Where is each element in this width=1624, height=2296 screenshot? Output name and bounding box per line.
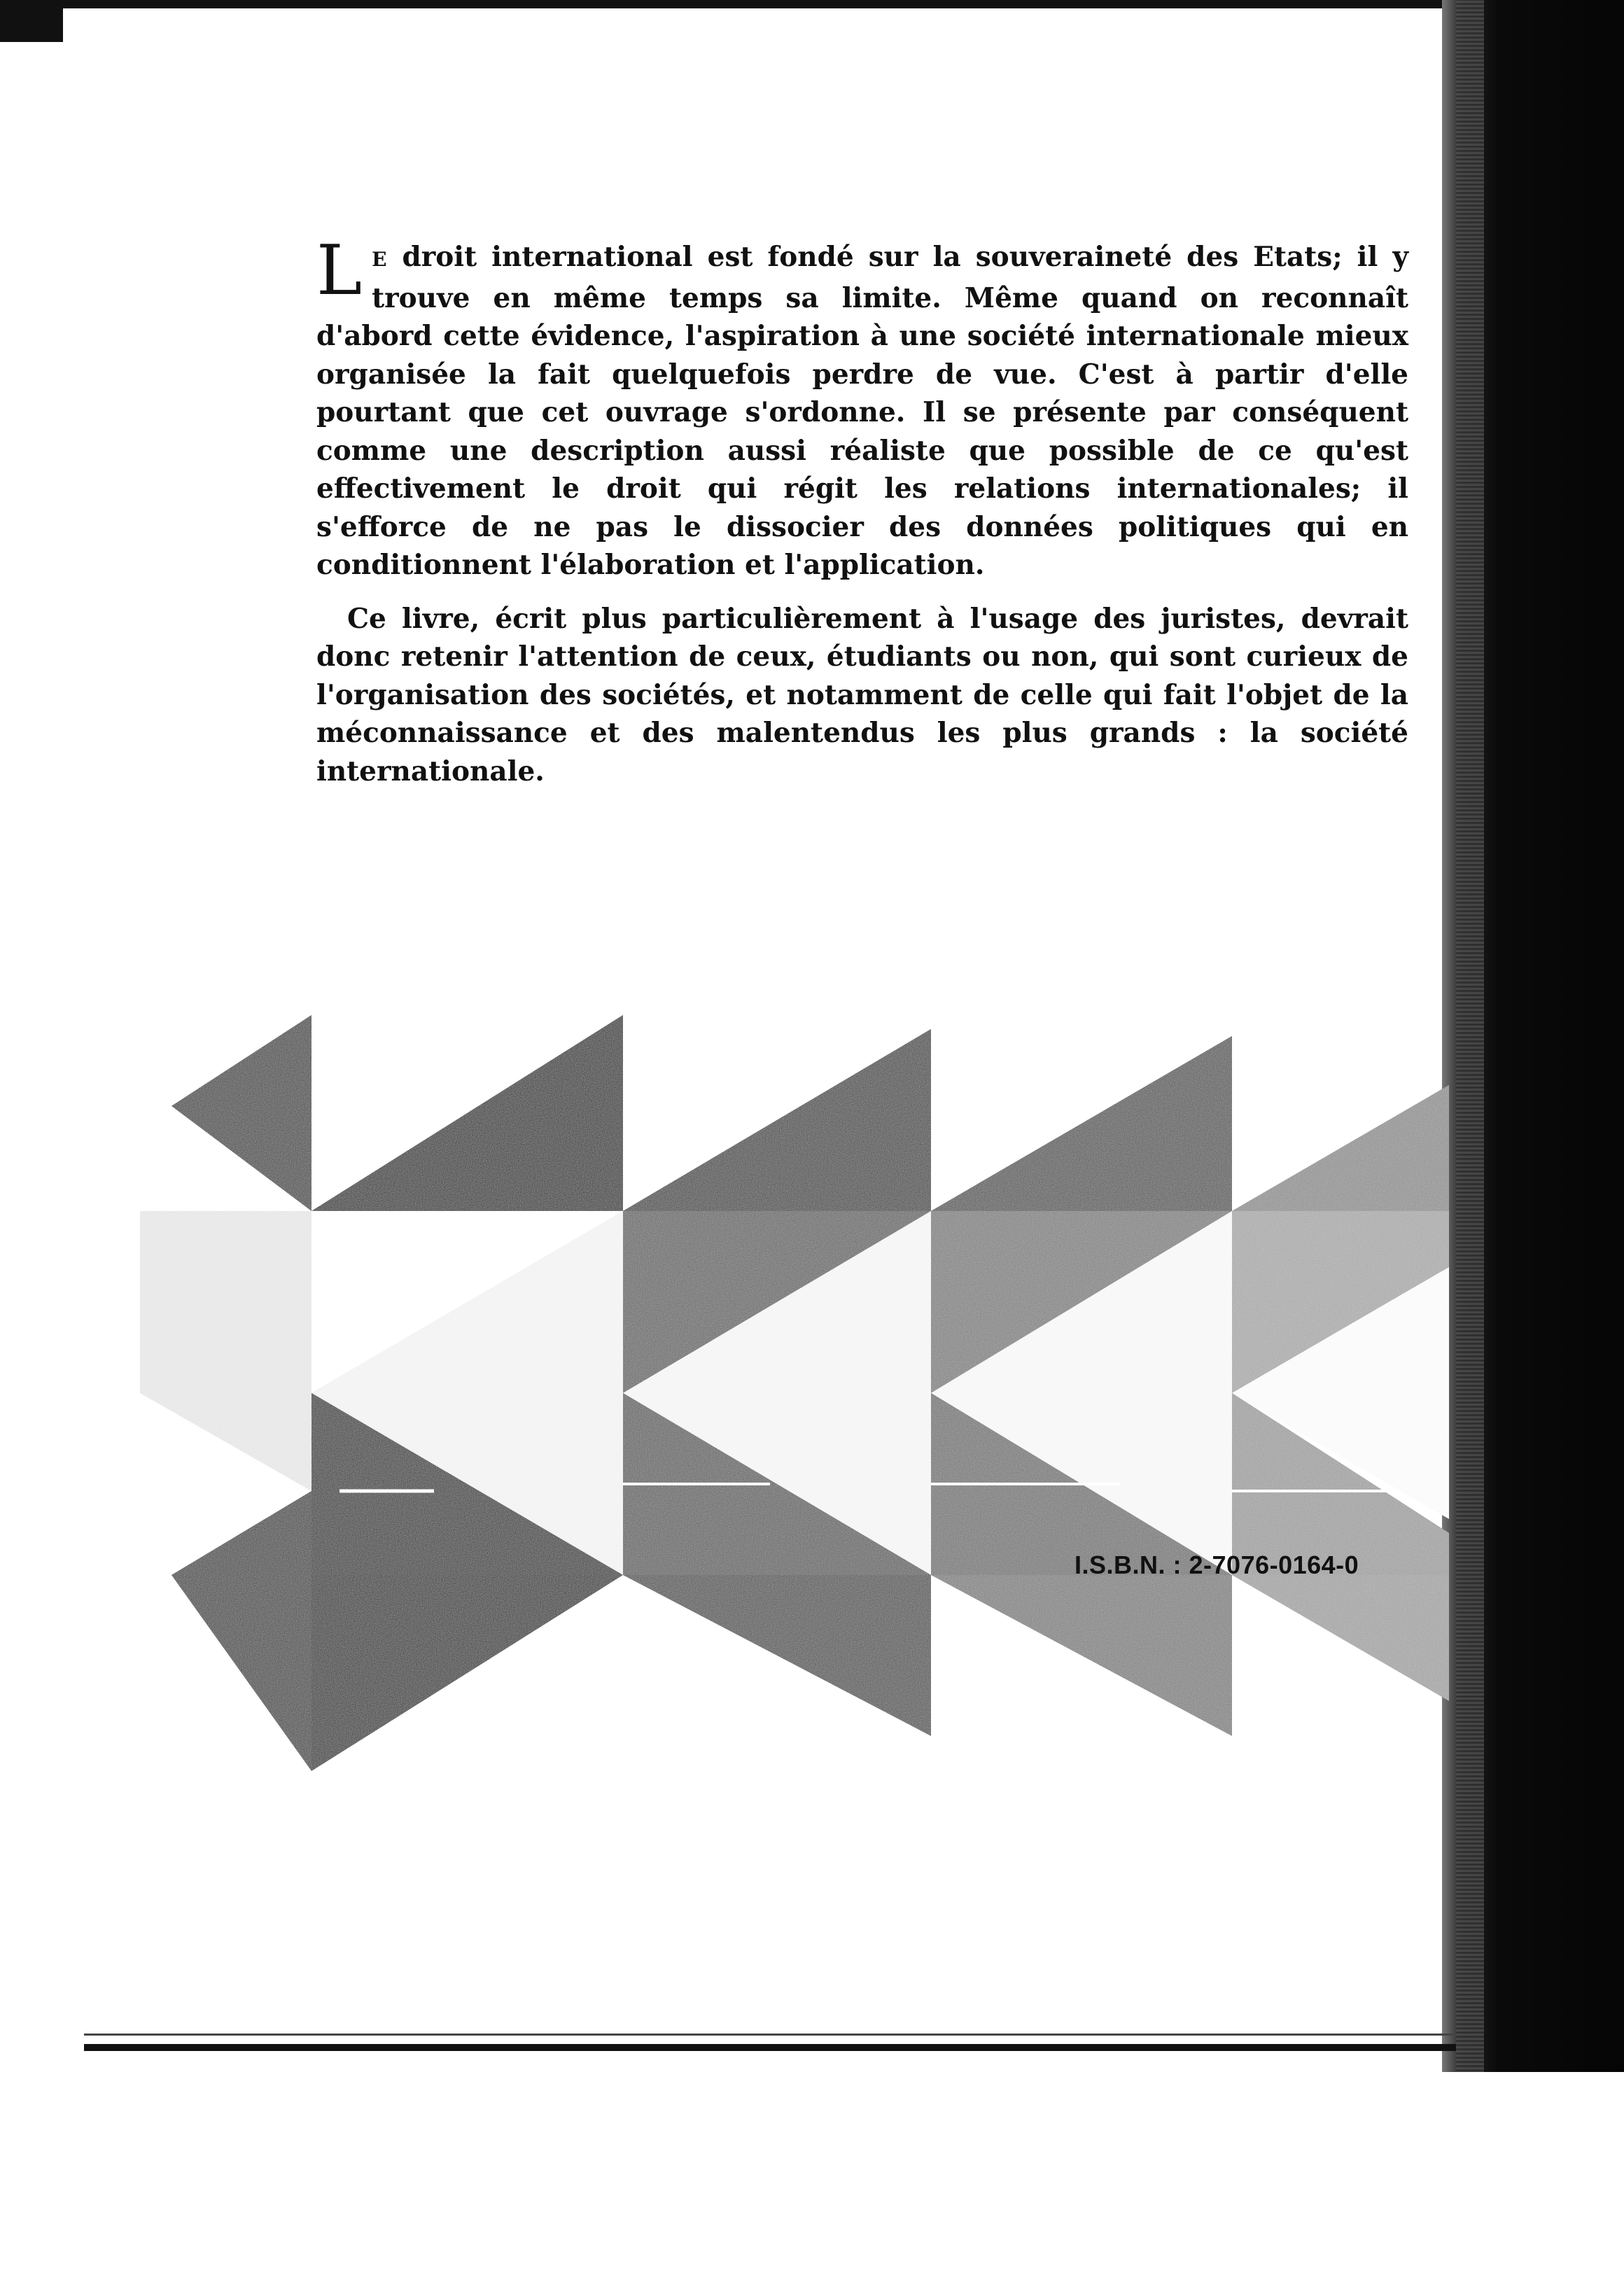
bottom-rule-thin [84, 2033, 1456, 2036]
triangle-dark-bottom-3 [931, 1575, 1232, 1736]
triangle-dark-bottom-1 [312, 1575, 623, 1771]
page-top-edge [0, 0, 1456, 8]
back-cover-blurb [316, 231, 1408, 790]
triangle-upper-left-edge [172, 1015, 312, 1211]
triangle-dark-bottom-2 [623, 1575, 931, 1736]
isbn-label: I.S.B.N. : 2-7076-0164-0 [1074, 1550, 1359, 1579]
scan-corner-mark [0, 0, 63, 42]
triangle-lower-left-edge [172, 1491, 312, 1771]
drop-cap: L [316, 231, 363, 311]
triangle-dark-upper-4 [1232, 1085, 1449, 1211]
triangle-dark-upper-3 [931, 1036, 1232, 1211]
triangle-dark-bottom-4 [1232, 1575, 1449, 1701]
triangle-pattern-art [140, 1001, 1449, 1785]
bottom-rule [84, 2044, 1456, 2051]
triangle-dark-upper-2 [623, 1029, 931, 1211]
book-spine-edge [1456, 0, 1484, 2072]
blurb-paragraph-2: Ce livre, écrit plus particulièrement à l'usage des juristes, devrait donc retenir l'attention de ceux, étudiants ou non, qui sont curieux de l'organisation des sociétés, et notamment de celle qui fait l'objet de la méconnaissance et des malentendus les plus grands : la société internationale. [316, 602, 1408, 788]
triangle-dark-upper-1 [312, 1015, 623, 1211]
blurb-paragraph-1 [316, 231, 1408, 584]
triangle-mid-left-edge [140, 1211, 312, 1491]
blurb-paragraph-1-text: droit international est fondé sur la souveraineté des Etats; il y trouve en même temps sa limite. Même quand on reconnaît d'abord cette évidence, l'aspiration à une société internationale mieux organisée la fait quelquefois perdre de vue. C'est à partir d'elle pourtant que cet ouvrage s'ordonne. Il se présente par conséquent comme une description aussi réaliste que possible de ce qu'est effectivement le droit qui régit les relations internationales; il s'efforce de ne pas le dissocier des données politiques qui en conditionnent l'élaboration et l'application. [316, 241, 1408, 581]
small-cap: E [372, 248, 388, 271]
